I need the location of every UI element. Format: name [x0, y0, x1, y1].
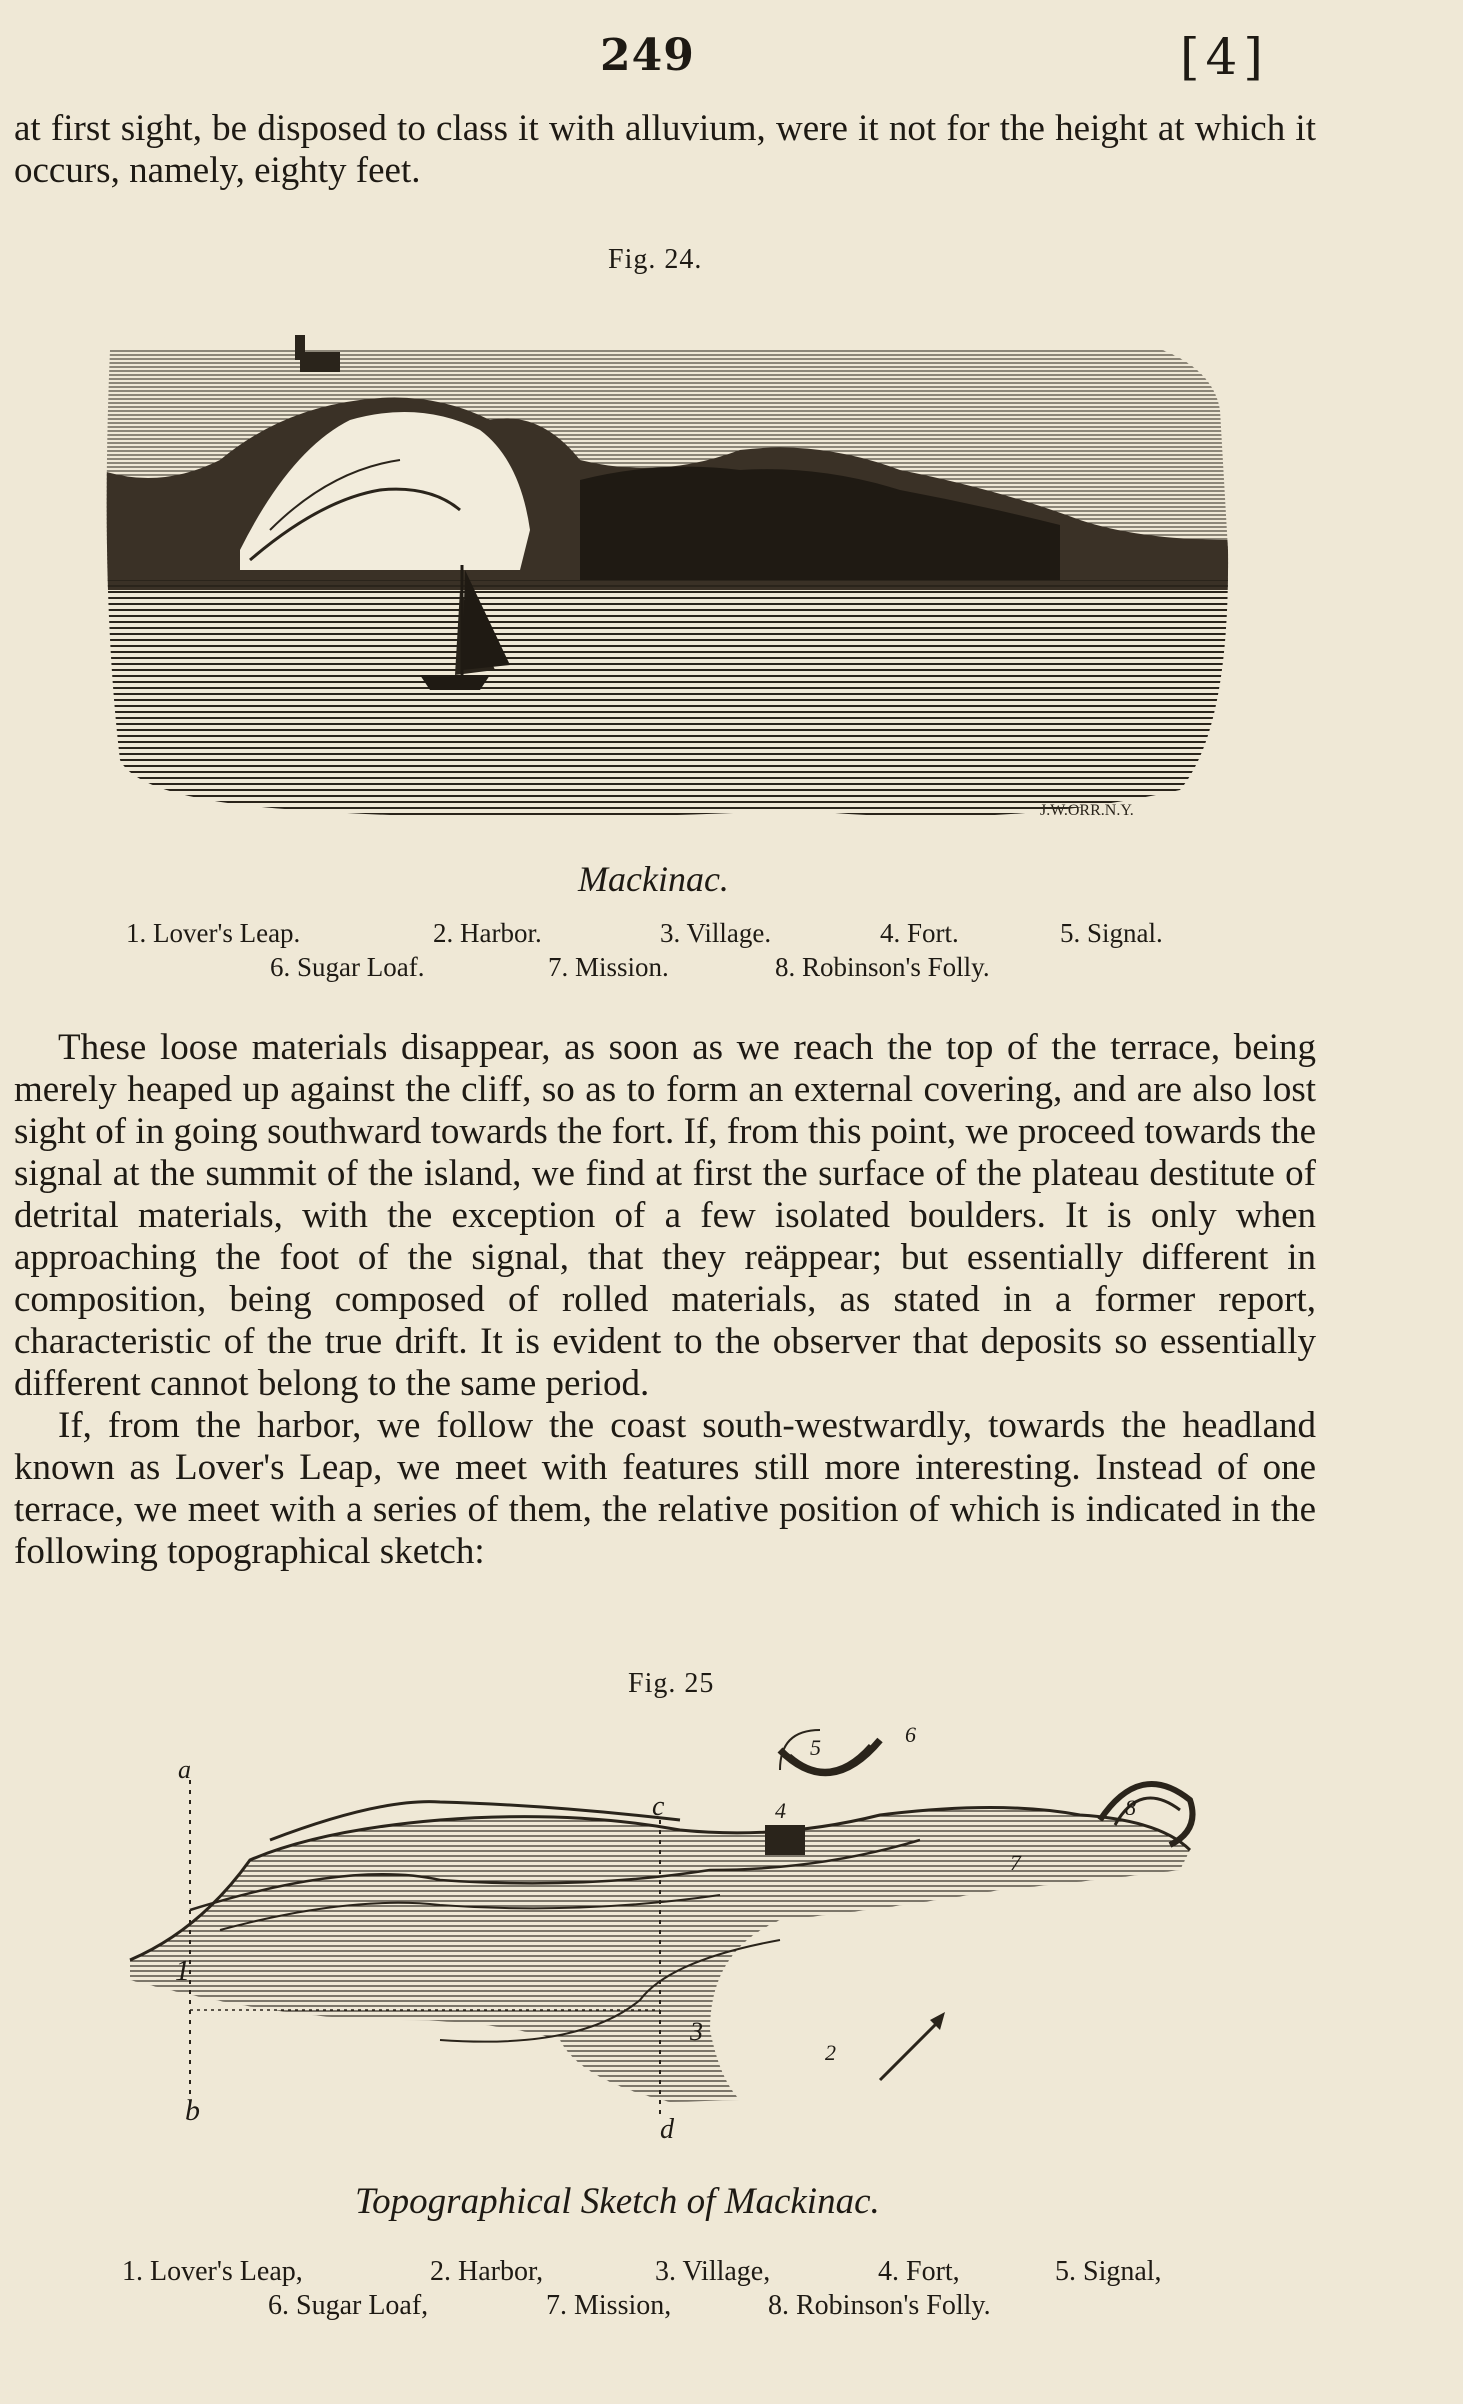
figure-25-legend-row-2 [0, 2290, 1463, 2326]
legend-item: 1. Lover's Leap. [126, 918, 301, 948]
map-label-4: 4 [775, 1798, 786, 1823]
body-text-block [14, 1027, 1316, 1573]
topographical-sketch [20, 1720, 1200, 2150]
figure-24-label: Fig. 24. [608, 244, 703, 275]
figure-24-legend-row-2 [0, 952, 1463, 986]
intro-paragraph: at first sight, be disposed to class it with alluvium, were it not for the height at which it occurs, namely, eighty feet. [14, 108, 1316, 191]
figure-25-label: Fig. 25 [628, 1668, 715, 1699]
legend-item: 4. Fort, [878, 2256, 960, 2287]
page-number: 249 [600, 30, 695, 81]
figure-25-caption: Topographical Sketch of Mackinac. [355, 2181, 880, 2222]
figure-25-legend-row-1 [0, 2256, 1463, 2292]
map-label-a: a [178, 1755, 191, 1784]
map-label-5: 5 [810, 1735, 821, 1760]
engraver-signature: J.W.ORR.N.Y. [1040, 802, 1134, 819]
map-label-3: 3 [690, 2017, 703, 2046]
map-label-6: 6 [905, 1722, 916, 1747]
figure-24-caption: Mackinac. [578, 859, 729, 899]
legend-item: 3. Village. [660, 918, 772, 948]
legend-item: 6. Sugar Loaf. [270, 952, 425, 982]
legend-item: 3. Village, [655, 2256, 771, 2287]
map-label-d: d [660, 2114, 674, 2145]
map-label-2: 2 [825, 2040, 836, 2065]
map-label-c: c [652, 1791, 665, 1822]
paragraph-2: If, from the harbor, we follow the coast south-westwardly, towards the headland known as Lover's Leap, we meet with features still more interesting. Instead of one terrace, we meet with a series of them, the relative position of which is indicated in the following topographical sketch: [14, 1405, 1316, 1572]
signature-mark: [4] [1180, 28, 1269, 86]
map-label-1: 1 [175, 1954, 190, 1987]
legend-item: 1. Lover's Leap, [122, 2256, 303, 2287]
map-label-b: b [185, 2094, 200, 2127]
map-label-8: 8 [1125, 1795, 1136, 1820]
legend-item: 6. Sugar Loaf, [268, 2290, 429, 2321]
legend-item: 5. Signal, [1055, 2256, 1162, 2287]
legend-item: 7. Mission. [548, 952, 669, 982]
legend-item: 8. Robinson's Folly. [768, 2290, 991, 2321]
mackinac-engraving [100, 290, 1230, 830]
legend-item: 2. Harbor, [430, 2256, 544, 2287]
legend-item: 2. Harbor. [433, 918, 542, 948]
legend-item: 5. Signal. [1060, 918, 1163, 948]
legend-item: 7. Mission, [546, 2290, 672, 2321]
legend-item: 4. Fort. [880, 918, 959, 948]
legend-item: 8. Robinson's Folly. [775, 952, 990, 982]
intro-text-block [14, 108, 1316, 192]
map-label-7: 7 [1010, 1850, 1021, 1875]
figure-24-legend-row-1 [0, 918, 1463, 952]
paragraph-1: These loose materials disappear, as soon as we reach the top of the terrace, being merely heaped up against the cliff, so as to form an external covering, and are also lost sight of in going southward towards the fort. If, from this point, we proceed towards the signal at the summit of the island, we find at first the surface of the plateau destitute of detrital materials, with the exception of a few isolated boulders. It is only when approaching the foot of the signal, that they reäppear; but essentially different in composition, being composed of rolled materials, as stated in a former report, characteristic of the true drift. It is evident to the observer that deposits so essentially different cannot belong to the same period. [14, 1027, 1316, 1404]
